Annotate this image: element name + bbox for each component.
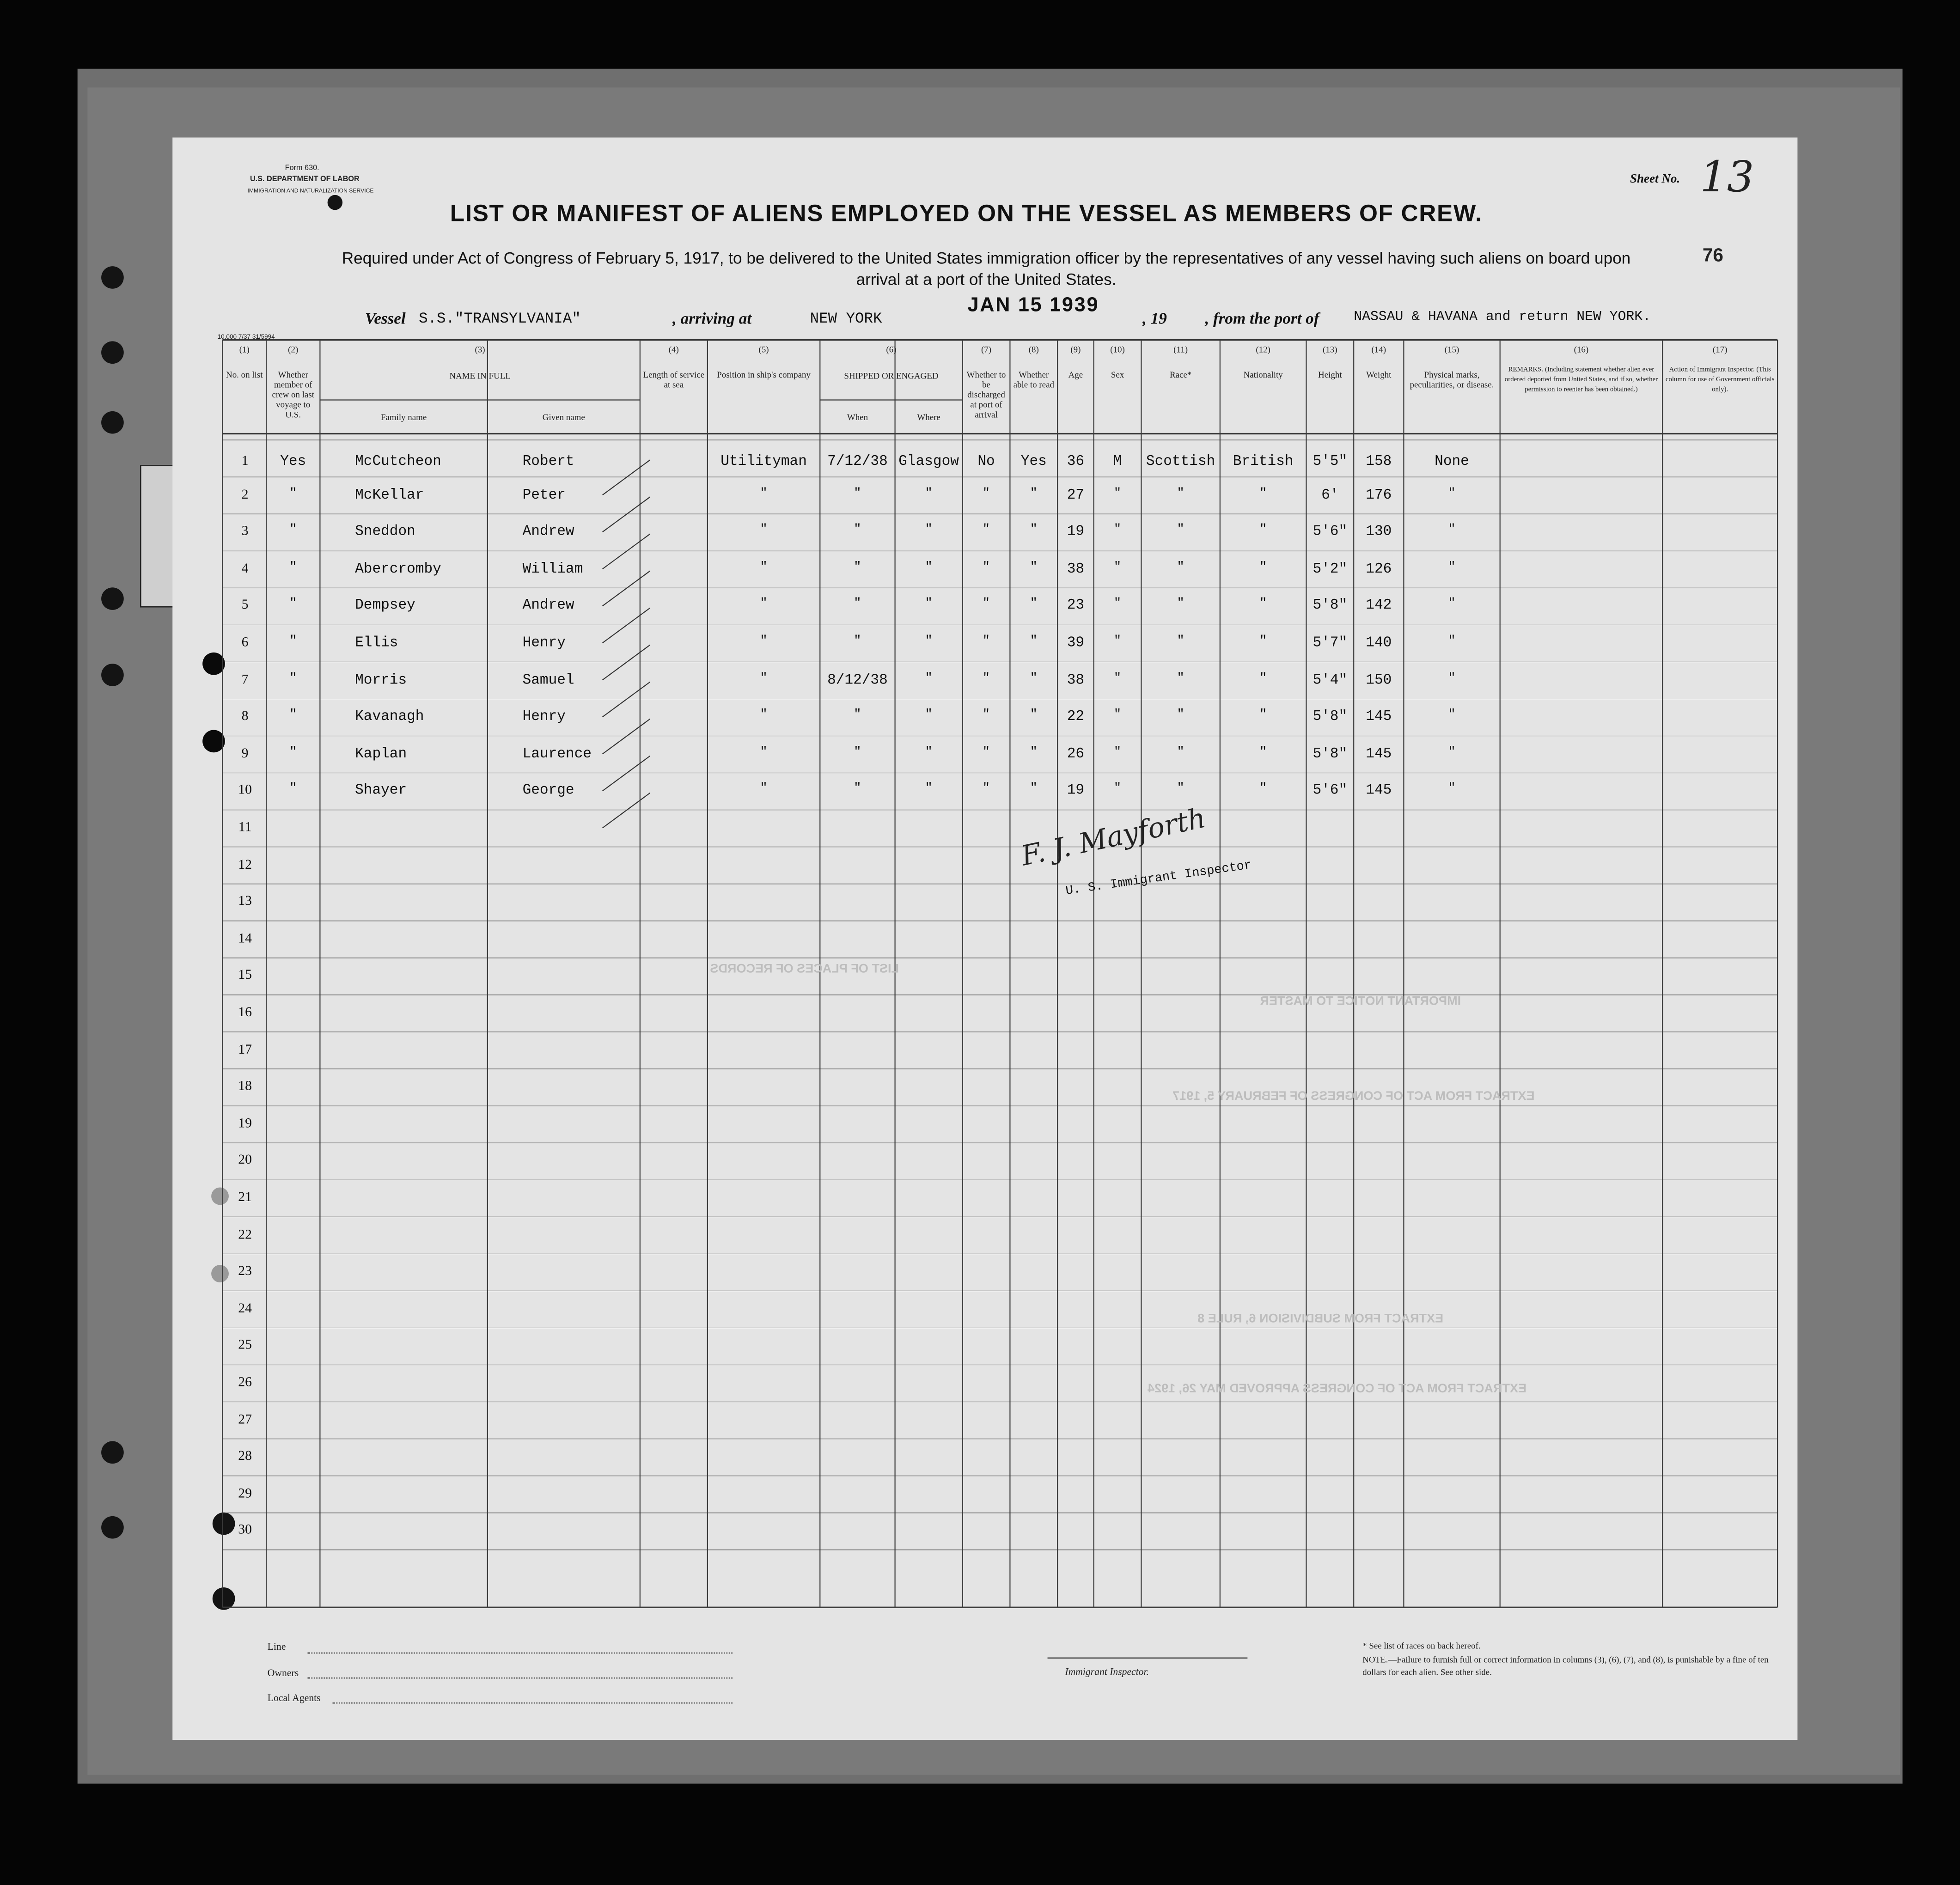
cell-height: 5'8" bbox=[1313, 598, 1348, 615]
cell-last-voyage: Yes bbox=[280, 453, 306, 470]
cell-weight: 126 bbox=[1366, 561, 1392, 578]
cell-race: " bbox=[1177, 672, 1185, 686]
cell-family: Abercromby bbox=[355, 561, 441, 578]
cell-age: 26 bbox=[1067, 746, 1085, 763]
cell-nationality: " bbox=[1259, 487, 1267, 501]
form-title: LIST OR MANIFEST OF ALIENS EMPLOYED ON THE VESSEL AS MEMBERS OF CREW. bbox=[450, 201, 1483, 228]
cell-sex: " bbox=[1113, 746, 1122, 760]
cell-when: " bbox=[854, 561, 861, 575]
cell-last-voyage: " bbox=[289, 672, 297, 686]
cell-last-voyage: " bbox=[289, 783, 297, 797]
punch-hole bbox=[101, 341, 124, 364]
cell-sex: " bbox=[1113, 487, 1122, 501]
column-number: (16) bbox=[1574, 345, 1589, 355]
column-number: (2) bbox=[288, 345, 299, 355]
cell-when: " bbox=[854, 746, 861, 760]
print-code: 10,000 7/37 31/5994 bbox=[217, 334, 275, 342]
cell-race: " bbox=[1177, 524, 1185, 538]
cell-weight: 140 bbox=[1366, 634, 1392, 652]
cell-marks: None bbox=[1435, 453, 1469, 470]
cell-age: 22 bbox=[1067, 709, 1085, 726]
cell-family: McKellar bbox=[355, 487, 424, 503]
form-number: Form 630. bbox=[285, 165, 319, 173]
cell-given: George bbox=[522, 783, 574, 799]
cell-family: Kaplan bbox=[355, 746, 407, 763]
check-mark bbox=[603, 645, 650, 680]
row-number: 1 bbox=[241, 453, 249, 469]
column-header: Length of service at sea bbox=[643, 370, 705, 390]
cell-weight: 145 bbox=[1366, 783, 1392, 799]
cell-height: 5'5" bbox=[1313, 453, 1348, 470]
form-subtitle: Required under Act of Congress of February 5, 1917, to be delivered to the United States immigration officer by the representatives of any vessel having such aliens on board upon arrival at a port of the United States. bbox=[342, 249, 1631, 289]
cell-marks: " bbox=[1448, 672, 1456, 686]
cell-position: " bbox=[760, 487, 768, 501]
punch-hole bbox=[101, 1516, 124, 1539]
cell-weight: 158 bbox=[1366, 453, 1392, 470]
arriving-port: NEW YORK bbox=[810, 310, 882, 328]
cell-family: Kavanagh bbox=[355, 709, 424, 726]
cell-height: 5'8" bbox=[1313, 709, 1348, 726]
cell-nationality: " bbox=[1259, 783, 1267, 797]
column-header: SHIPPED OR ENGAGED bbox=[844, 371, 939, 381]
cell-read: " bbox=[1030, 746, 1038, 760]
column-number: (6) bbox=[886, 345, 897, 355]
cell-when: " bbox=[854, 598, 861, 612]
punch-hole bbox=[101, 1441, 124, 1464]
row-number: 26 bbox=[238, 1375, 252, 1390]
column-number: (8) bbox=[1028, 345, 1039, 355]
cell-race: " bbox=[1177, 487, 1185, 501]
cell-read: Yes bbox=[1020, 453, 1047, 470]
cell-family: Dempsey bbox=[355, 598, 415, 615]
cell-when: " bbox=[854, 783, 861, 797]
owners-label: Owners bbox=[267, 1667, 299, 1679]
cell-read: " bbox=[1030, 524, 1038, 538]
column-header: Whether member of crew on last voyage to U.S. bbox=[272, 370, 314, 420]
cell-weight: 150 bbox=[1366, 672, 1392, 689]
cell-family: McCutcheon bbox=[355, 453, 441, 470]
cell-race: " bbox=[1177, 561, 1185, 575]
from-port: NASSAU & HAVANA and return NEW YORK. bbox=[1354, 310, 1651, 325]
row-number: 22 bbox=[238, 1226, 252, 1242]
vessel-name: S.S."TRANSYLVANIA" bbox=[419, 310, 581, 328]
column-number: (11) bbox=[1173, 345, 1188, 355]
row-number: 11 bbox=[238, 820, 252, 835]
cell-marks: " bbox=[1448, 709, 1456, 723]
local-agents-field[interactable] bbox=[332, 1702, 733, 1704]
bleed-through-text: EXTRACT FROM ACT OF CONGRESS OF FEBRUARY 5, 1917 bbox=[1172, 1090, 1535, 1104]
column-number: (12) bbox=[1256, 345, 1270, 355]
service-name: IMMIGRATION AND NATURALIZATION SERVICE bbox=[247, 187, 374, 194]
row-number: 5 bbox=[241, 598, 249, 613]
cell-age: 39 bbox=[1067, 634, 1085, 652]
row-number: 14 bbox=[238, 931, 252, 946]
cell-where: " bbox=[925, 561, 933, 575]
year-label: , 19 bbox=[1142, 309, 1167, 328]
column-subheader: Family name bbox=[380, 412, 427, 423]
row-number: 15 bbox=[238, 968, 252, 983]
cell-nationality: " bbox=[1259, 634, 1267, 649]
cell-given: Henry bbox=[522, 709, 566, 726]
cell-given: Peter bbox=[522, 487, 566, 503]
date-stamp: JAN 15 1939 bbox=[967, 295, 1099, 317]
column-header: Position in ship's company bbox=[717, 370, 811, 380]
cell-nationality: " bbox=[1259, 524, 1267, 538]
column-subheader: Where bbox=[917, 412, 940, 423]
column-number: (9) bbox=[1070, 345, 1081, 355]
column-number: (10) bbox=[1110, 345, 1125, 355]
cell-discharged: " bbox=[982, 709, 990, 723]
cell-discharged: " bbox=[982, 783, 990, 797]
column-number: (4) bbox=[668, 345, 679, 355]
immigrant-inspector-label: Immigrant Inspector. bbox=[1065, 1666, 1149, 1678]
cell-sex: " bbox=[1113, 709, 1122, 723]
cell-nationality: " bbox=[1259, 709, 1267, 723]
cell-when: " bbox=[854, 524, 861, 538]
cell-nationality: " bbox=[1259, 561, 1267, 575]
cell-given: Henry bbox=[522, 634, 566, 652]
row-number: 21 bbox=[238, 1190, 252, 1205]
cell-position: " bbox=[760, 746, 768, 760]
cell-age: 23 bbox=[1067, 598, 1085, 615]
cell-when: " bbox=[854, 487, 861, 501]
cell-weight: 145 bbox=[1366, 746, 1392, 763]
cell-discharged: " bbox=[982, 487, 990, 501]
column-number: (3) bbox=[475, 345, 485, 355]
cell-weight: 130 bbox=[1366, 524, 1392, 540]
cell-weight: 176 bbox=[1366, 487, 1392, 503]
cell-last-voyage: " bbox=[289, 487, 297, 501]
cell-where: " bbox=[925, 709, 933, 723]
cell-height: 5'8" bbox=[1313, 746, 1348, 763]
column-subheader: When bbox=[847, 412, 868, 423]
row-number: 3 bbox=[241, 524, 249, 539]
column-header: Nationality bbox=[1243, 370, 1283, 380]
column-header: Weight bbox=[1366, 370, 1392, 380]
cell-last-voyage: " bbox=[289, 598, 297, 612]
cell-age: 38 bbox=[1067, 561, 1085, 578]
sheet-label: Sheet No. bbox=[1630, 172, 1680, 187]
cell-where: " bbox=[925, 746, 933, 760]
check-mark bbox=[603, 719, 650, 754]
cell-nationality: " bbox=[1259, 746, 1267, 760]
row-number: 23 bbox=[238, 1263, 252, 1279]
row-number: 7 bbox=[241, 672, 249, 687]
cell-position: " bbox=[760, 709, 768, 723]
cell-given: Andrew bbox=[522, 524, 574, 540]
check-mark bbox=[603, 460, 650, 495]
column-header: Whether able to read bbox=[1013, 370, 1054, 390]
cell-race: " bbox=[1177, 634, 1185, 649]
cell-given: Laurence bbox=[522, 746, 592, 763]
cell-height: 5'6" bbox=[1313, 783, 1348, 799]
penalty-note: NOTE.—Failure to furnish full or correct information in columns (3), (6), (7), and (8), is punishable by a fine of ten dollars for each alien. See other side. bbox=[1362, 1655, 1769, 1678]
row-number: 17 bbox=[238, 1042, 252, 1057]
cell-when: " bbox=[854, 709, 861, 723]
row-number: 24 bbox=[238, 1301, 252, 1316]
cell-marks: " bbox=[1448, 524, 1456, 538]
cell-position: Utilityman bbox=[720, 453, 807, 470]
cell-last-voyage: " bbox=[289, 746, 297, 760]
cell-discharged: " bbox=[982, 524, 990, 538]
cell-where: " bbox=[925, 487, 933, 501]
cell-read: " bbox=[1030, 709, 1038, 723]
cell-position: " bbox=[760, 634, 768, 649]
cell-sex: " bbox=[1113, 561, 1122, 575]
cell-given: Andrew bbox=[522, 598, 574, 615]
bleed-through-text: IMPORTANT NOTICE TO MASTER bbox=[1260, 994, 1461, 1009]
cell-discharged: " bbox=[982, 672, 990, 686]
cell-sex: " bbox=[1113, 598, 1122, 612]
check-mark bbox=[603, 571, 650, 606]
cell-last-voyage: " bbox=[289, 524, 297, 538]
cell-read: " bbox=[1030, 487, 1038, 501]
column-number: (1) bbox=[239, 345, 250, 355]
cell-marks: " bbox=[1448, 746, 1456, 760]
cell-age: 19 bbox=[1067, 524, 1085, 540]
inspector-title: U. S. Immigrant Inspector bbox=[1065, 859, 1253, 899]
column-number: (17) bbox=[1712, 345, 1728, 355]
column-header: NAME IN FULL bbox=[449, 371, 511, 381]
inspector-signature-line bbox=[1048, 1657, 1248, 1659]
cell-when: 7/12/38 bbox=[827, 453, 888, 470]
from-label: , from the port of bbox=[1205, 309, 1319, 328]
cell-age: 36 bbox=[1067, 453, 1085, 470]
row-number: 12 bbox=[238, 857, 252, 872]
cell-race: " bbox=[1177, 746, 1185, 760]
row-number: 27 bbox=[238, 1412, 252, 1427]
check-mark bbox=[603, 534, 650, 569]
cell-read: " bbox=[1030, 561, 1038, 575]
column-header: REMARKS. (Including statement whether alien ever ordered deported from United States, and if so, whether permission to reenter has been obtained.) bbox=[1504, 366, 1658, 394]
race-note: * See list of races on back hereof. bbox=[1362, 1641, 1481, 1651]
local-agents-label: Local Agents bbox=[267, 1692, 321, 1704]
line-label: Line bbox=[267, 1641, 286, 1653]
line-field[interactable] bbox=[307, 1653, 733, 1654]
column-header: Action of Immigrant Inspector. (This column for use of Government officials only). bbox=[1665, 366, 1775, 394]
column-number: (14) bbox=[1371, 345, 1386, 355]
cell-weight: 142 bbox=[1366, 598, 1392, 615]
cell-where: " bbox=[925, 634, 933, 649]
cell-weight: 145 bbox=[1366, 709, 1392, 726]
cell-where: " bbox=[925, 672, 933, 686]
bleed-through-text: EXTRACT FROM SUBDIVISION 6, RULE 8 bbox=[1197, 1312, 1444, 1326]
row-number: 4 bbox=[241, 561, 249, 576]
column-number: (15) bbox=[1444, 345, 1459, 355]
cell-discharged: No bbox=[977, 453, 995, 470]
check-marks bbox=[585, 447, 660, 835]
page-number: 76 bbox=[1702, 245, 1723, 267]
cell-sex: " bbox=[1113, 634, 1122, 649]
sheet-number: 13 bbox=[1700, 152, 1754, 203]
bleed-through-text: EXTRACT FROM ACT OF CONGRESS APPROVED MAY 26, 1924 bbox=[1147, 1382, 1527, 1397]
cell-discharged: " bbox=[982, 561, 990, 575]
cell-where: " bbox=[925, 783, 933, 797]
column-header: No. on list bbox=[226, 370, 263, 380]
column-header: Age bbox=[1068, 370, 1083, 380]
owners-field[interactable] bbox=[307, 1678, 733, 1679]
cell-sex: " bbox=[1113, 524, 1122, 538]
cell-nationality: British bbox=[1233, 453, 1294, 470]
manifest-sheet bbox=[172, 138, 1797, 1740]
punch-hole bbox=[101, 587, 124, 610]
cell-height: 5'4" bbox=[1313, 672, 1348, 689]
cell-height: 5'7" bbox=[1313, 634, 1348, 652]
row-number: 10 bbox=[238, 783, 252, 798]
row-number: 16 bbox=[238, 1005, 252, 1020]
column-header: Physical marks, peculiarities, or disease. bbox=[1410, 370, 1494, 390]
cell-position: " bbox=[760, 598, 768, 612]
cell-family: Shayer bbox=[355, 783, 407, 799]
cell-family: Ellis bbox=[355, 634, 398, 652]
cell-last-voyage: " bbox=[289, 561, 297, 575]
department-name: U.S. DEPARTMENT OF LABOR bbox=[250, 176, 360, 184]
column-number: (13) bbox=[1323, 345, 1337, 355]
cell-last-voyage: " bbox=[289, 709, 297, 723]
cell-where: Glasgow bbox=[898, 453, 959, 470]
row-number: 8 bbox=[241, 709, 249, 724]
cell-given: William bbox=[522, 561, 583, 578]
bleed-through-text: LIST OF PLACES OF RECORDS bbox=[710, 962, 899, 976]
column-subheader: Given name bbox=[542, 412, 585, 423]
cell-marks: " bbox=[1448, 561, 1456, 575]
cell-age: 27 bbox=[1067, 487, 1085, 503]
check-mark bbox=[603, 793, 650, 828]
cell-age: 19 bbox=[1067, 783, 1085, 799]
cell-marks: " bbox=[1448, 783, 1456, 797]
cell-race: " bbox=[1177, 598, 1185, 612]
column-header: Sex bbox=[1111, 370, 1124, 380]
cell-where: " bbox=[925, 598, 933, 612]
cell-marks: " bbox=[1448, 634, 1456, 649]
row-number: 19 bbox=[238, 1116, 252, 1131]
cell-position: " bbox=[760, 783, 768, 797]
punch-hole bbox=[101, 411, 124, 434]
column-header: Height bbox=[1318, 370, 1342, 380]
cell-discharged: " bbox=[982, 746, 990, 760]
inspector-signature: F. J. Mayforth bbox=[1019, 803, 1209, 873]
column-header: Whether to be discharged at port of arrival bbox=[966, 370, 1006, 420]
check-mark bbox=[603, 756, 650, 791]
cell-sex: " bbox=[1113, 783, 1122, 797]
cell-position: " bbox=[760, 672, 768, 686]
row-number: 2 bbox=[241, 487, 249, 502]
check-mark bbox=[603, 682, 650, 717]
cell-position: " bbox=[760, 561, 768, 575]
cell-read: " bbox=[1030, 672, 1038, 686]
column-number: (5) bbox=[758, 345, 769, 355]
cell-nationality: " bbox=[1259, 598, 1267, 612]
cell-given: Samuel bbox=[522, 672, 574, 689]
check-mark bbox=[603, 497, 650, 532]
cell-height: 5'2" bbox=[1313, 561, 1348, 578]
cell-height: 6' bbox=[1321, 487, 1339, 503]
row-number: 29 bbox=[238, 1486, 252, 1501]
cell-read: " bbox=[1030, 634, 1038, 649]
row-number: 6 bbox=[241, 634, 249, 650]
cell-last-voyage: " bbox=[289, 634, 297, 649]
cell-when: 8/12/38 bbox=[827, 672, 888, 689]
cell-race: " bbox=[1177, 783, 1185, 797]
cell-race: Scottish bbox=[1146, 453, 1215, 470]
cell-read: " bbox=[1030, 783, 1038, 797]
check-mark bbox=[603, 608, 650, 643]
row-number: 30 bbox=[238, 1523, 252, 1538]
cell-race: " bbox=[1177, 709, 1185, 723]
cell-sex: " bbox=[1113, 672, 1122, 686]
punch-hole bbox=[101, 664, 124, 686]
column-header: Race* bbox=[1169, 370, 1192, 380]
cell-height: 5'6" bbox=[1313, 524, 1348, 540]
cell-read: " bbox=[1030, 598, 1038, 612]
cell-when: " bbox=[854, 634, 861, 649]
vessel-label: Vessel bbox=[365, 309, 406, 328]
cell-nationality: " bbox=[1259, 672, 1267, 686]
row-number: 9 bbox=[241, 746, 249, 761]
cell-sex: M bbox=[1113, 453, 1122, 470]
row-number: 20 bbox=[238, 1153, 252, 1168]
column-number: (7) bbox=[981, 345, 992, 355]
cell-family: Morris bbox=[355, 672, 407, 689]
punch-hole bbox=[101, 266, 124, 289]
cell-discharged: " bbox=[982, 634, 990, 649]
row-number: 13 bbox=[238, 894, 252, 909]
cell-marks: " bbox=[1448, 487, 1456, 501]
row-number: 18 bbox=[238, 1079, 252, 1094]
cell-position: " bbox=[760, 524, 768, 538]
row-number: 25 bbox=[238, 1338, 252, 1353]
cell-age: 38 bbox=[1067, 672, 1085, 689]
cell-where: " bbox=[925, 524, 933, 538]
row-number: 28 bbox=[238, 1449, 252, 1464]
cell-discharged: " bbox=[982, 598, 990, 612]
cell-given: Robert bbox=[522, 453, 574, 470]
arriving-label: , arriving at bbox=[672, 309, 752, 328]
cell-marks: " bbox=[1448, 598, 1456, 612]
cell-family: Sneddon bbox=[355, 524, 415, 540]
